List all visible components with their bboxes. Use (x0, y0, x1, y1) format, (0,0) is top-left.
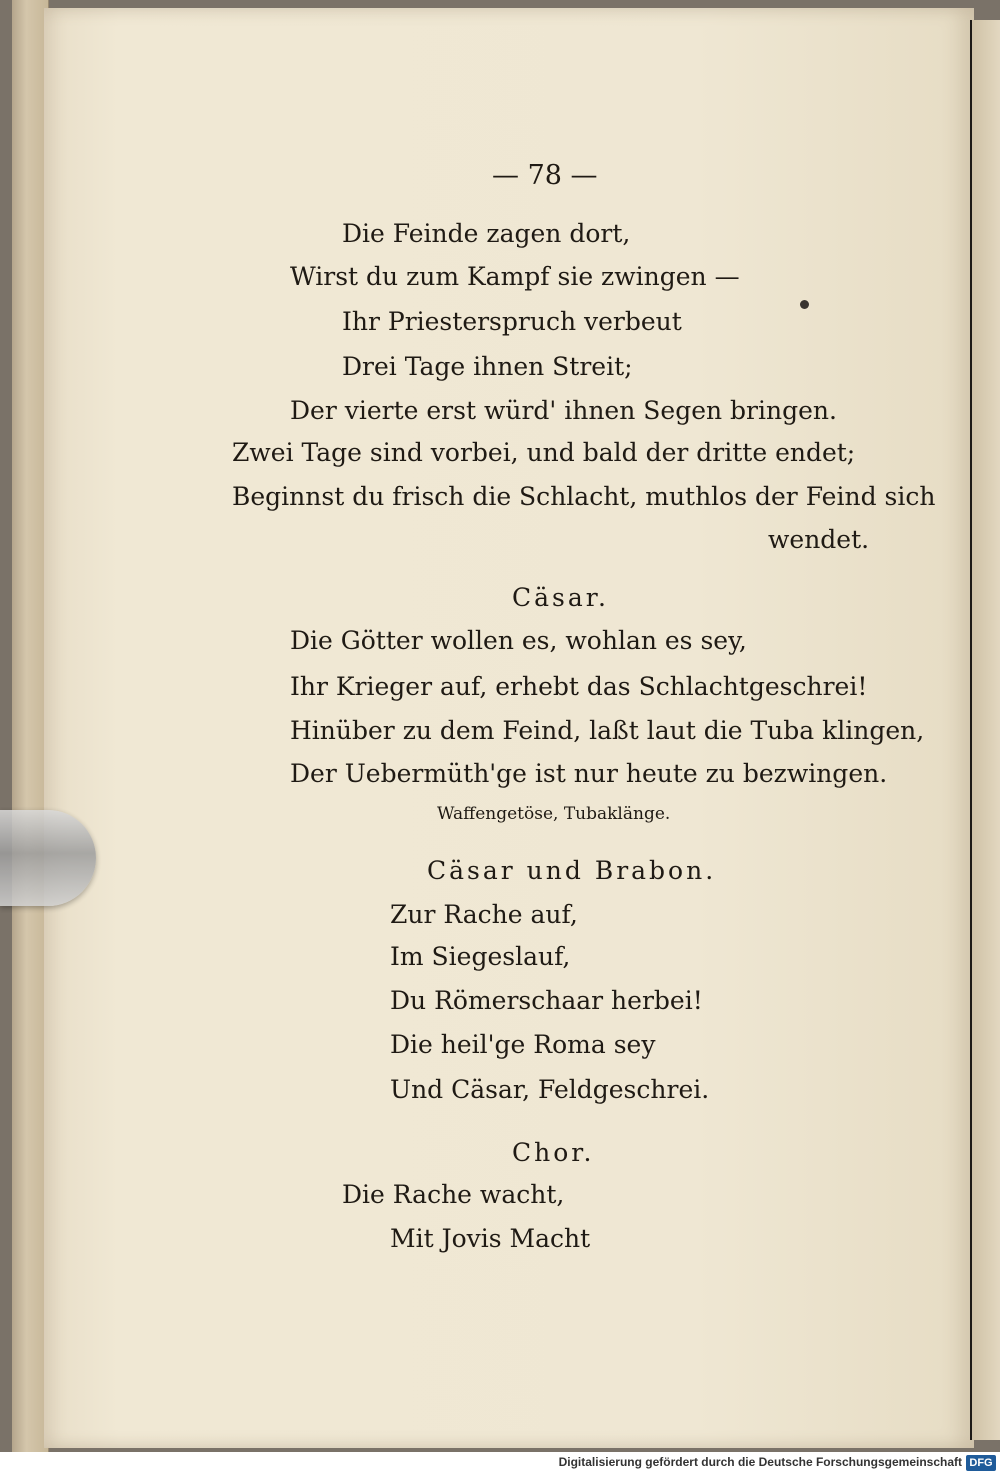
verse-line: Die heil'ge Roma sey (390, 1030, 656, 1059)
speaker-heading: Cäsar. (512, 583, 609, 612)
verse-line: Mit Jovis Macht (390, 1224, 591, 1253)
verse-line: Im Siegeslauf, (390, 942, 571, 971)
verse-line: Beginnst du frisch die Schlacht, muthlos der Feind sich (232, 482, 936, 511)
ink-spot (800, 300, 809, 309)
verse-line: Die Götter wollen es, wohlan es sey, (290, 626, 747, 655)
page-clip (0, 810, 96, 906)
speaker-heading: Chor. (512, 1138, 595, 1167)
dfg-logo: DFG (966, 1455, 996, 1471)
verse-line: Wirst du zum Kampf sie zwingen — (290, 262, 740, 291)
verse-line: Und Cäsar, Feldgeschrei. (390, 1075, 710, 1104)
verse-line: Die Feinde zagen dort, (342, 219, 631, 248)
verse-line: Die Rache wacht, (342, 1180, 565, 1209)
verse-line: Du Römerschaar herbei! (390, 986, 703, 1015)
digitization-footer (0, 1452, 1000, 1475)
stage-direction: Waffengetöse, Tubaklänge. (437, 804, 671, 824)
verse-line: Ihr Priesterspruch verbeut (342, 307, 682, 336)
facing-page-edge (970, 20, 1000, 1440)
page-number: — 78 — (492, 160, 598, 191)
funding-credit: Digitalisierung gefördert durch die Deutsche Forschungsgemeinschaft (558, 1455, 962, 1469)
verse-line: Zur Rache auf, (390, 900, 578, 929)
verse-line: Zwei Tage sind vorbei, und bald der dritte endet; (232, 438, 856, 467)
verse-line: Ihr Krieger auf, erhebt das Schlachtgeschrei! (290, 672, 868, 701)
verse-line: Hinüber zu dem Feind, laßt laut die Tuba klingen, (290, 716, 925, 745)
verse-line: Der Uebermüth'ge ist nur heute zu bezwingen. (290, 759, 888, 788)
verse-line: Drei Tage ihnen Streit; (342, 352, 633, 381)
verse-line: wendet. (768, 525, 870, 554)
verse-line: Der vierte erst würd' ihnen Segen bringen. (290, 396, 837, 425)
speaker-heading: Cäsar und Brabon. (427, 856, 717, 885)
